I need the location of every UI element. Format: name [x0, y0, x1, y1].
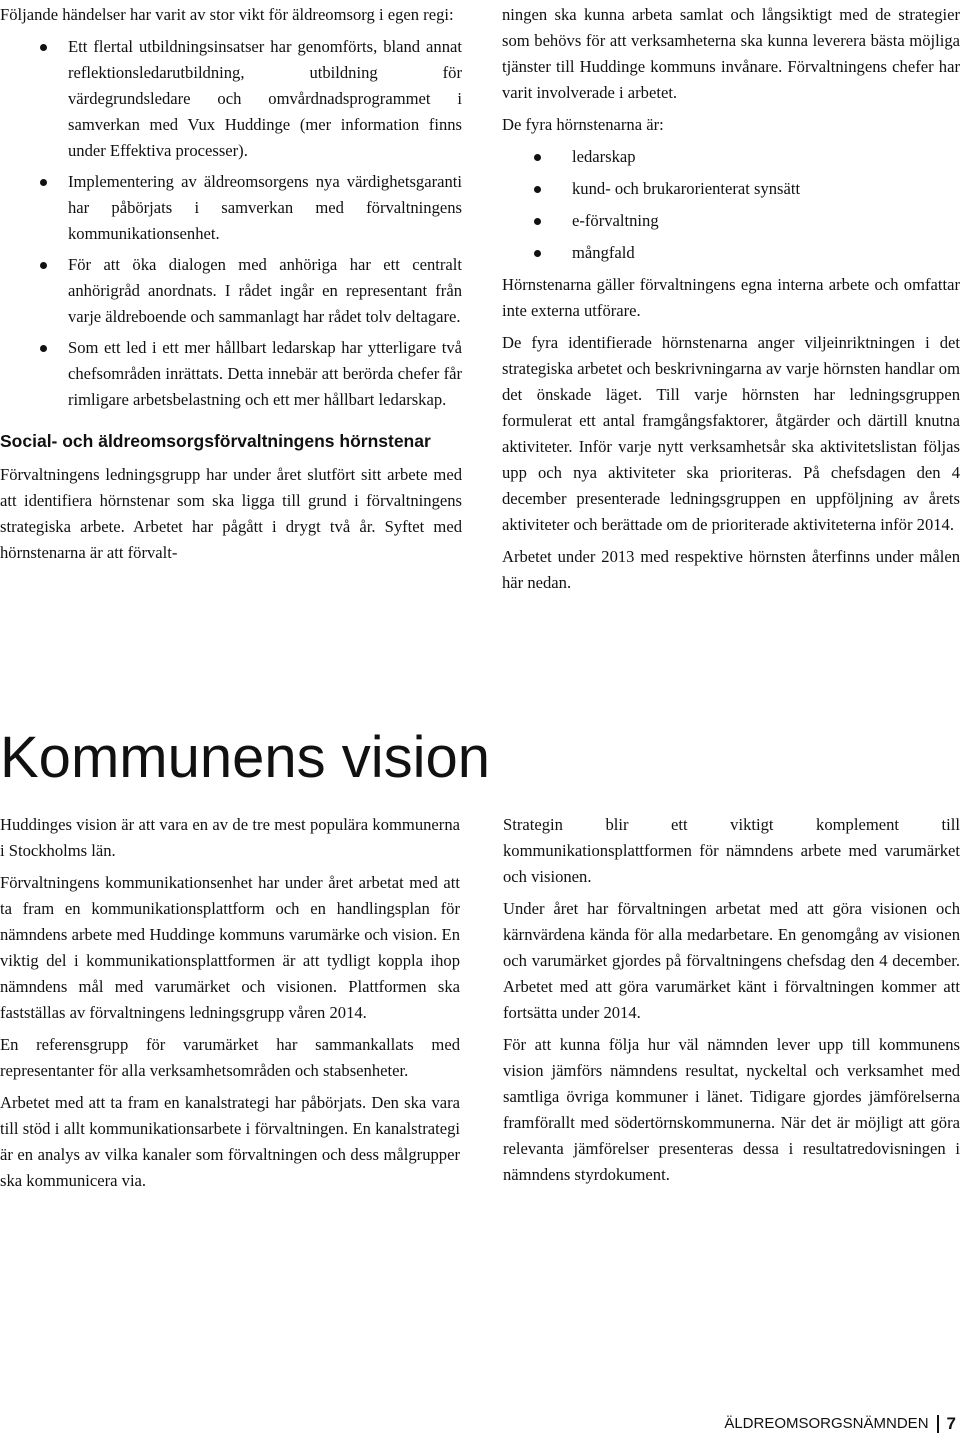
list-item: Implementering av äldreomsorgens nya värdighetsgaranti har påbörjats i samverkan med förvaltningens kommunikationsenhet. — [0, 169, 462, 247]
bullet-icon — [534, 154, 541, 161]
bullet-icon — [40, 179, 47, 186]
bullet-icon — [40, 44, 47, 51]
vision-paragraph: Huddinges vision är att vara en av de tre mest populära kommunerna i Stockholms län. — [0, 815, 460, 860]
bullet-icon — [40, 345, 47, 352]
bullet-icon — [534, 186, 541, 193]
bullet-icon — [534, 250, 541, 257]
list-item: e-förvaltning — [502, 208, 960, 234]
list-item: ledarskap — [502, 144, 960, 170]
page-footer — [724, 1414, 956, 1434]
list-item: mångfald — [502, 240, 960, 266]
footer-divider — [937, 1415, 939, 1433]
list-item: kund- och brukarorienterat synsätt — [502, 176, 960, 202]
bullet-icon — [40, 262, 47, 269]
page-number: 7 — [946, 1414, 956, 1433]
channel-strategy-paragraph: Arbetet med att ta fram en kanalstrategi har påbörjats. Den ska vara till stöd i allt kommunikationsarbete i förvaltningen. En kanalstrategi är en analys av vilka kanaler som förvaltningen och dess målgrupper ska kommunicera via. — [0, 1093, 460, 1190]
right-bottom-column — [503, 812, 960, 1194]
department-name: ÄLDREOMSORGSNÄMNDEN — [724, 1415, 929, 1432]
scope-paragraph: Hörnstenarna gäller förvaltningens egna interna arbete och omfattar inte externa utförare. — [502, 275, 960, 320]
list-item: För att öka dialogen med anhöriga har ett centralt anhörigråd anordnats. I rådet ingår en representant från varje äldreboende och sammanlagt har rådet tolv deltagare. — [0, 252, 462, 330]
communication-paragraph: Förvaltningens kommunikationsenhet har under året arbetat med att ta fram en kommunikationsplattform och en handlingsplan för nämndens arbete med Huddinge kommuns varumärke och vision. En viktig del i kommunikationsplattformen är att tydligt koppla ihop nämndens mål med varumärket och visionen. Plattformen ska fastställas av förvaltningens ledningsgrupp våren 2014. — [0, 873, 460, 1022]
strategy-complement-paragraph: Strategin blir ett viktigt komplement till kommunikationsplattformen för nämndens arbete med varumärket och visionen. — [503, 815, 960, 886]
reference-group-paragraph: En referensgrupp för varumärket har sammankallats med representanter för alla verksamhetsområden och stabsenheter. — [0, 1035, 460, 1080]
core-values-paragraph: Under året har förvaltningen arbetat med att göra visionen och kärnvärdena kända för alla medarbetare. En genomgång av visionen och varumärket gjordes på förvaltningens chefsdag den 4 december. Arbetet med att göra varumärket känt i förvaltningen kommer att fortsätta under 2014. — [503, 899, 960, 1022]
direction-paragraph: De fyra identifierade hörnstenarna anger viljeinriktningen i det strategiska arbetet och beskrivningarna av varje hörnsten handlar om det önskade läget. Till varje hörnsten har ledningsgruppen formulerat ett antal framgångsfaktorer, åtgärder och därtill knutna aktiviteter. Inför varje nytt verksamhetsår ska aktivitetslistan följas upp och nya aktiviteter ska prioriteras. På chefsdagen den 4 december presenterade ledningsgruppen en uppföljning av årets aktiviteter och berättade om de prioriterade aktiviteterna inför 2014. — [502, 333, 960, 534]
list-item: Som ett led i ett mer hållbart ledarskap har ytterligare två chefsområden inrättats. Detta innebär att berörda chefer får rimligare arbetsbelastning och ett mer hållbart ledarskap. — [0, 335, 462, 413]
work-2013-paragraph: Arbetet under 2013 med respektive hörnsten återfinns under målen här nedan. — [502, 547, 960, 592]
left-top-column — [0, 2, 462, 572]
cornerstones-list — [502, 144, 960, 266]
left-bottom-column — [0, 812, 460, 1200]
vision-heading: Kommunens vision — [0, 725, 490, 790]
comparison-paragraph: För att kunna följa hur väl nämnden lever upp till kommunens vision jämförs nämndens resultat, nyckeltal och verksamhet med samtliga övriga kommuner i länet. Tidigare gjordes jämförelserna framförallt med södertörnskommunerna. När det är möjligt att göra relevanta jämförelser presenteras dessa i resultatredovisningen i nämndens styrdokument. — [503, 1035, 960, 1184]
bullet-icon — [534, 218, 541, 225]
section-heading-cornerstones: Social- och äldreomsorgsförvaltningens hörnstenar — [0, 431, 431, 451]
list-item: Ett flertal utbildningsinsatser har genomförts, bland annat reflektionsledarutbildning, utbildning för värdegrundsledare och omvårdnadsprogrammet i samverkan med Vux Huddinge (mer information finns under Effektiva processer). — [0, 34, 462, 164]
cornerstones-intro: De fyra hörnstenarna är: — [502, 115, 664, 134]
continued-paragraph: ningen ska kunna arbeta samlat och långsiktigt med de strategier som behövs för att verksamheterna ska kunna leverera bästa möjliga tjänster till Huddinge kommuns invånare. Förvaltningens chefer har varit involverade i arbetet. — [502, 5, 960, 102]
right-top-column — [502, 2, 960, 602]
events-list — [0, 34, 462, 413]
cornerstones-paragraph: Förvaltningens ledningsgrupp har under året slutfört sitt arbete med att identifiera hörnstenar som ska ligga till grund i förvaltningens strategiska arbete. Arbetet har pågått i drygt två år. Syftet med hörnstenarna är att förvalt- — [0, 465, 462, 562]
intro-paragraph: Följande händelser har varit av stor vikt för äldreomsorg i egen regi: — [0, 5, 454, 24]
